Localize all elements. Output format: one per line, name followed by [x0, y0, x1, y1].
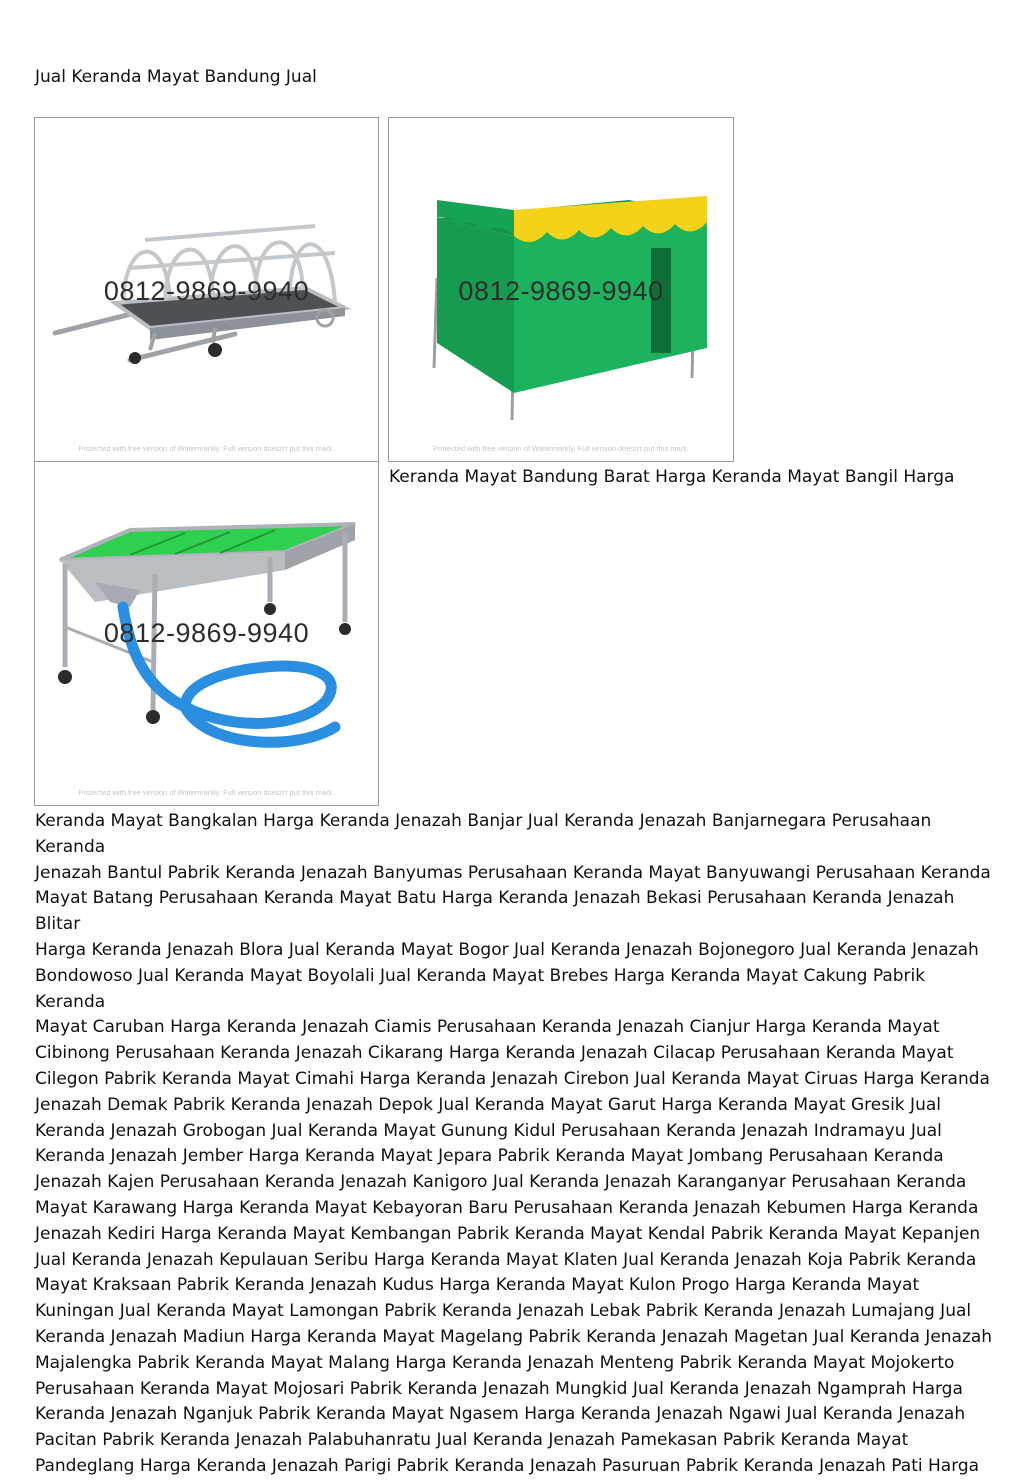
paragraph-line: Mayat Caruban Harga Keranda Jenazah Ciamis Perusahaan Keranda Jenazah Cianjur Harga Keranda Mayat [35, 1017, 940, 1038]
paragraph-line: Keranda Jenazah Madiun Harga Keranda Mayat Magelang Pabrik Keranda Jenazah Magetan Jual Keranda Jenazah [35, 1326, 993, 1347]
photo-watermark: Protected with free version of Watermarkly. Full version doesn't put this mark. [432, 444, 690, 453]
paragraph-line: Keranda Jenazah Grobogan Jual Keranda Mayat Gunung Kidul Perusahaan Keranda Jenazah Indramayu Jual [35, 1120, 942, 1141]
photo-caption: Keranda Mayat Bandung Barat Harga Keranda Mayat Bangil Harga [389, 467, 955, 487]
paragraph-line: Bondowoso Jual Keranda Mayat Boyolali Jual Keranda Mayat Brebes Harga Keranda Mayat Cakung Pabrik Keranda [35, 965, 926, 1012]
paragraph-line: Kuningan Jual Keranda Mayat Lamongan Pabrik Keranda Jenazah Lebak Pabrik Keranda Jenazah Lumajang Jual [35, 1301, 972, 1322]
paragraph-line: Cilegon Pabrik Keranda Mayat Cimahi Harga Keranda Jenazah Cirebon Jual Keranda Mayat Ciruas Harga Keranda [35, 1068, 990, 1089]
paragraph-line: Perusahaan Keranda Mayat Mojosari Pabrik Keranda Jenazah Mungkid Jual Keranda Jenazah Ngamprah Harga [35, 1378, 963, 1399]
product-photo-stretcher[interactable] [34, 117, 379, 462]
paragraph-line: Majalengka Pabrik Keranda Mayat Malang Harga Keranda Jenazah Menteng Pabrik Keranda Mayat Mojokerto [35, 1352, 955, 1373]
photo-phone-number: 0812-9869-9940 [103, 618, 310, 648]
keyword-paragraph [35, 809, 995, 1480]
photo-phone-number: 0812-9869-9940 [103, 276, 310, 306]
paragraph-line: Mayat Batang Perusahaan Keranda Mayat Batu Harga Keranda Jenazah Bekasi Perusahaan Keranda Jenazah Blitar [35, 888, 955, 935]
paragraph-line: Jual Keranda Jenazah Kepulauan Seribu Harga Keranda Mayat Klaten Jual Keranda Jenazah Koja Pabrik Keranda [35, 1249, 977, 1270]
photo-phone-number: 0812-9869-9940 [458, 276, 664, 306]
product-photo-tent[interactable] [388, 117, 734, 462]
paragraph-line: Harga Keranda Jenazah Blora Jual Keranda Mayat Bogor Jual Keranda Jenazah Bojonegoro Jual Keranda Jenazah [35, 939, 979, 960]
paragraph-line: Jenazah Bantul Pabrik Keranda Jenazah Banyumas Perusahaan Keranda Mayat Banyuwangi Perusahaan Keranda [35, 862, 991, 883]
photo-watermark: Protected with free version of Watermarkly. Full version doesn't put this mark. [78, 444, 335, 453]
paragraph-line: Pandeglang Harga Keranda Jenazah Parigi Pabrik Keranda Jenazah Pasuruan Pabrik Keranda Jenazah Pati Harga [35, 1455, 980, 1476]
paragraph-line: Cibinong Perusahaan Keranda Jenazah Cikarang Harga Keranda Jenazah Cilacap Perusahaan Keranda Mayat [35, 1043, 954, 1064]
paragraph-line: Keranda Jenazah Nganjuk Pabrik Keranda Mayat Ngasem Harga Keranda Jenazah Ngawi Jual Keranda Jenazah [35, 1404, 966, 1425]
paragraph-line: Mayat Karawang Harga Keranda Mayat Kebayoran Baru Perusahaan Keranda Jenazah Kebumen Harga Keranda [35, 1197, 979, 1218]
paragraph-line: Keranda Jenazah Jember Harga Keranda Mayat Jepara Pabrik Keranda Mayat Jombang Perusahaan Keranda [35, 1146, 944, 1167]
paragraph-line: Jenazah Kajen Perusahaan Keranda Jenazah Kanigoro Jual Keranda Jenazah Karanganyar Perusahaan Keranda [35, 1172, 967, 1193]
paragraph-line: Jenazah Kediri Harga Keranda Mayat Kembangan Pabrik Keranda Mayat Kendal Pabrik Keranda Mayat Kepanjen [35, 1223, 981, 1244]
paragraph-line: Pacitan Pabrik Keranda Jenazah Palabuhanratu Jual Keranda Jenazah Pamekasan Pabrik Keranda Mayat [35, 1430, 909, 1451]
paragraph-line: Keranda Mayat Bangkalan Harga Keranda Jenazah Banjar Jual Keranda Jenazah Banjarnegara Perusahaan Keranda [35, 811, 932, 857]
product-photo-washing-table[interactable] [34, 461, 379, 806]
paragraph-line: Jenazah Demak Pabrik Keranda Jenazah Depok Jual Keranda Mayat Garut Harga Keranda Mayat Gresik Jual [35, 1094, 941, 1115]
page-title: Jual Keranda Mayat Bandung Jual [35, 67, 317, 87]
paragraph-line: Mayat Kraksaan Pabrik Keranda Jenazah Kudus Harga Keranda Mayat Kulon Progo Harga Keranda Mayat [35, 1275, 920, 1296]
photo-watermark: Protected with free version of Watermarkly. Full version doesn't put this mark. [78, 788, 335, 797]
